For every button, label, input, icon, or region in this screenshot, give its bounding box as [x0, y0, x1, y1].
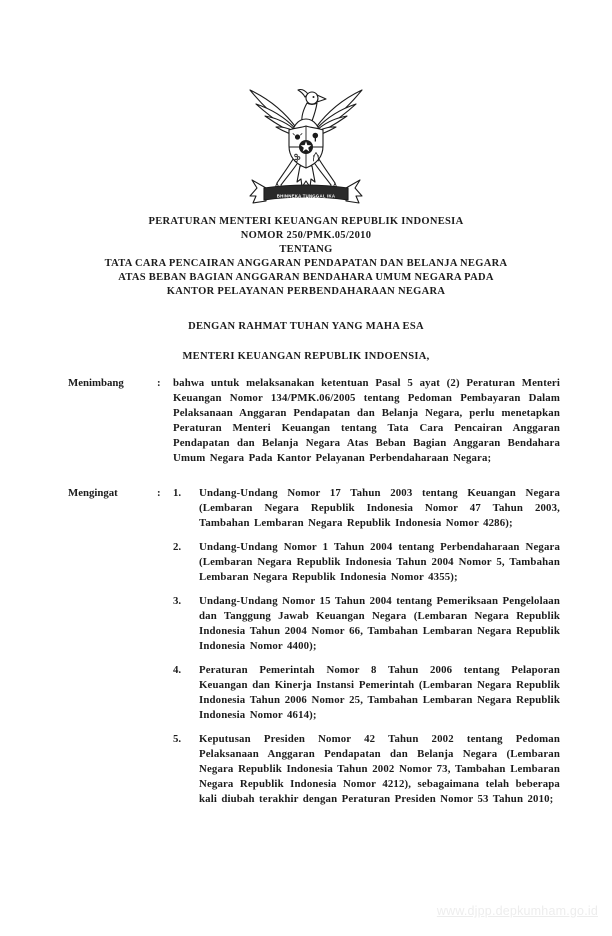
emblem-motto: BHINNEKA TUNGGAL IKA [276, 193, 336, 199]
title-line-regulation: PERATURAN MENTERI KEUANGAN REPUBLIK INDONESIA [148, 216, 464, 227]
item-text: Peraturan Pemerintah Nomor 8 Tahun 2006 tentang Pelaporan Keuangan dan Kinerja Instansi Pemerintah (Lembaran Negara Republik Indonesia Tahun 2006 Nomor 25, Tambahan Lembaran Negara Republik Indonesia Nomor 4614); [199, 664, 560, 721]
mengingat-colon: : [157, 487, 161, 499]
legal-basis-item [173, 594, 560, 654]
title-line-subject-2: ATAS BEBAN BAGIAN ANGGARAN BENDAHARA UMUM NEGARA PADA [118, 272, 494, 283]
legal-basis-item [173, 663, 560, 723]
menimbang-label: Menimbang [68, 377, 124, 389]
item-number: 5. [173, 733, 182, 745]
mengingat-list [173, 486, 560, 807]
legal-basis-item [173, 540, 560, 585]
item-number: 1. [173, 487, 182, 499]
item-text: Undang-Undang Nomor 15 Tahun 2004 tentang Pemeriksaan Pengelolaan dan Tanggung Jawab Keuangan Negara (Lembaran Negara Republik Indonesia Tahun 2004 Nomor 66, Tambahan Lembaran Negara Republik Indonesia Nomor 4400); [199, 595, 560, 652]
title-line-subject-3: KANTOR PELAYANAN PERBENDAHARAAN NEGARA [166, 286, 446, 297]
item-text: Undang-Undang Nomor 1 Tahun 2004 tentang Perbendaharaan Negara (Lembaran Negara Republik Indonesia Tahun 2004 Nomor 5, Tambahan Lembaran Negara Republik Indonesia Nomor 4355); [199, 541, 560, 583]
title-line-number: NOMOR 250/PMK.05/2010 [240, 230, 372, 241]
menimbang-text: bahwa untuk melaksanakan ketentuan Pasal 5 ayat (2) Peraturan Menteri Keuangan Nomor 134/PMK.06/2005 tentang Pedoman Pembayaran Dalam Pelaksanaan Anggaran Pendapatan dan Belanja Negara, perlu menetapkan Peraturan Menteri Keuangan tentang Tata Cara Pencairan Anggaran Pendapatan dan Belanja Negara Atas Beban Bagian Anggaran Bendahara Umum Negara Pada Kantor Pelayanan Perbendaharaan Negara; [173, 377, 560, 464]
section-menimbang [68, 376, 560, 466]
item-text: Keputusan Presiden Nomor 42 Tahun 2002 tentang Pedoman Pelaksanaan Anggaran Pendapatan dan Belanja Negara (Lembaran Negara Republik Indonesia Tahun 2002 Nomor 73, Tambahan Lembaran Negara Republik Indonesia Nomor 4212), sebagaimana telah beberapa kali diubah terakhir dengan Peraturan Presiden Nomor 53 Tahun 2010; [199, 733, 560, 805]
section-mengingat [68, 486, 560, 807]
menimbang-colon: : [157, 377, 161, 389]
item-number: 2. [173, 541, 182, 553]
legal-basis-item [173, 732, 560, 807]
grace-line: DENGAN RAHMAT TUHAN YANG MAHA ESA [188, 321, 424, 332]
title-line-tentang: TENTANG [279, 244, 333, 255]
garuda-pancasila-emblem [246, 84, 366, 208]
item-number: 4. [173, 664, 182, 676]
document-body [68, 376, 560, 807]
legal-basis-item [173, 486, 560, 531]
document-title [36, 215, 576, 299]
item-text: Undang-Undang Nomor 17 Tahun 2003 tentang Keuangan Negara (Lembaran Negara Republik Indonesia Nomor 47 Tahun 2003, Tambahan Lembaran Negara Republik Indonesia Nomor 4286); [199, 487, 560, 529]
issuer-line: MENTERI KEUANGAN REPUBLIK INDOENSIA, [182, 351, 430, 362]
watermark-url: www.djpp.depkumham.go.id [436, 904, 598, 918]
title-line-subject-1: TATA CARA PENCAIRAN ANGGARAN PENDAPATAN DAN BELANJA NEGARA [104, 258, 508, 269]
item-number: 3. [173, 595, 182, 607]
mengingat-label: Mengingat [68, 487, 118, 499]
